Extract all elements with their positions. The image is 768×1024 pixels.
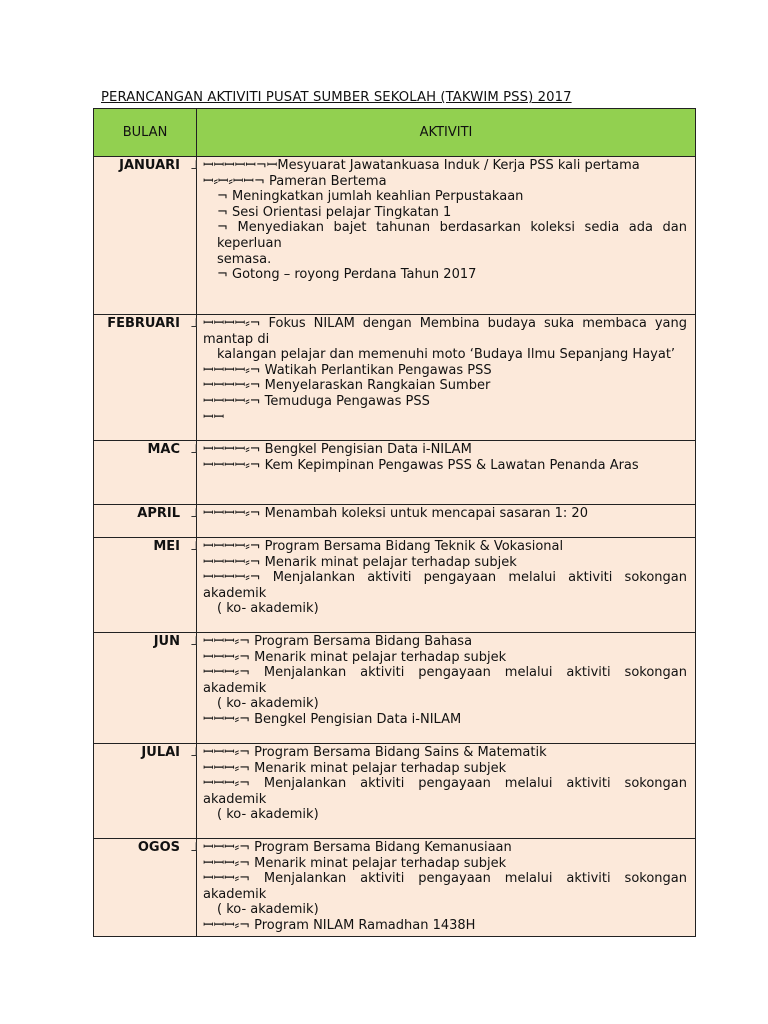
aktiviti-item: ꟷꟷꟷꟷꟷ¬ꟷMesyuarat Jawatankuasa Induk / Kerja PSS kali pertama bbox=[203, 158, 640, 173]
document-title: PERANCANGAN AKTIVITI PUSAT SUMBER SEKOLAH (TAKWIM PSS) 2017 bbox=[101, 90, 572, 105]
aktiviti-item: ꟷꟷꟷ⸗¬ Menjalankan aktiviti pengayaan melalui aktiviti sokongan akademik bbox=[203, 776, 687, 807]
aktiviti-item: ( ko- akademik) bbox=[217, 902, 319, 918]
bullet-mark: ⅃ bbox=[191, 506, 198, 520]
aktiviti-cell bbox=[197, 441, 696, 505]
aktiviti-item: ꟷꟷꟷ⸗¬ Program NILAM Ramadhan 1438H bbox=[203, 917, 476, 933]
bullet-mark: ⅃ bbox=[191, 745, 198, 759]
aktiviti-item: ꟷꟷꟷꟷ⸗¬ Bengkel Pengisian Data i-NILAM bbox=[203, 442, 472, 457]
bulan-cell bbox=[94, 157, 197, 315]
bulan-cell bbox=[94, 505, 197, 538]
aktiviti-item: ꟷꟷꟷ⸗¬ Menjalankan aktiviti pengayaan melalui aktiviti sokongan akademik bbox=[203, 665, 687, 696]
aktiviti-item: kalangan pelajar dan memenuhi moto ‘Budaya Ilmu Sepanjang Hayat’ bbox=[217, 347, 676, 363]
aktiviti-item: ꟷꟷꟷ⸗¬ Program Bersama Bidang Kemanusiaan bbox=[203, 840, 512, 855]
aktiviti-item: ¬ Meningkatkan jumlah keahlian Perpustakaan bbox=[217, 189, 524, 205]
table-row bbox=[94, 157, 696, 315]
aktiviti-item: ꟷꟷꟷ⸗¬ Bengkel Pengisian Data i-NILAM bbox=[203, 711, 462, 727]
bullet-mark: ⅃ bbox=[191, 442, 198, 456]
aktiviti-item: ꟷꟷꟷ⸗¬ Menarik minat pelajar terhadap subjek bbox=[203, 855, 507, 871]
table-row bbox=[94, 839, 696, 937]
aktiviti-cell bbox=[197, 538, 696, 633]
aktiviti-cell bbox=[197, 839, 696, 937]
bulan-label: APRIL bbox=[137, 506, 180, 521]
aktiviti-cell bbox=[197, 157, 696, 315]
takwim-table bbox=[93, 108, 696, 937]
aktiviti-cell bbox=[197, 315, 696, 441]
aktiviti-item: ꟷꟷꟷꟷ⸗¬ Menyelaraskan Rangkaian Sumber bbox=[203, 378, 491, 394]
aktiviti-item: ꟷꟷ bbox=[203, 409, 225, 425]
table-header-row bbox=[94, 109, 696, 157]
table-row bbox=[94, 441, 696, 505]
bullet-mark: ⅃ bbox=[191, 634, 198, 648]
aktiviti-item: ( ko- akademik) bbox=[217, 696, 319, 712]
aktiviti-item: ( ko- akademik) bbox=[217, 601, 319, 617]
header-bulan: BULAN bbox=[94, 109, 197, 157]
bulan-cell bbox=[94, 633, 197, 744]
bulan-cell bbox=[94, 538, 197, 633]
aktiviti-item: ꟷꟷꟷ⸗¬ Menarik minat pelajar terhadap subjek bbox=[203, 760, 507, 776]
table-row bbox=[94, 744, 696, 839]
bulan-label: MAC bbox=[147, 442, 180, 457]
header-aktiviti: AKTIVITI bbox=[197, 109, 696, 157]
aktiviti-item: ꟷꟷꟷꟷ⸗¬ Program Bersama Bidang Teknik & Vokasional bbox=[203, 539, 564, 554]
aktiviti-item: ꟷꟷꟷꟷ⸗¬ Fokus NILAM dengan Membina budaya suka membaca yang mantap di bbox=[203, 316, 687, 347]
aktiviti-item: ꟷꟷꟷꟷ⸗¬ Temuduga Pengawas PSS bbox=[203, 393, 430, 409]
aktiviti-cell bbox=[197, 744, 696, 839]
aktiviti-item: ꟷ⸗ꟷ⸗ꟷꟷ¬ Pameran Bertema bbox=[203, 173, 387, 189]
bulan-label: JUN bbox=[153, 634, 180, 649]
aktiviti-cell bbox=[197, 505, 696, 538]
bullet-mark: ⅃ bbox=[191, 539, 198, 553]
bulan-cell bbox=[94, 744, 197, 839]
aktiviti-cell bbox=[197, 633, 696, 744]
aktiviti-item: ꟷꟷꟷ⸗¬ Menarik minat pelajar terhadap subjek bbox=[203, 649, 507, 665]
bulan-cell bbox=[94, 839, 197, 937]
aktiviti-item: ꟷꟷꟷ⸗¬ Program Bersama Bidang Sains & Matematik bbox=[203, 745, 547, 760]
bullet-mark: ⅃ bbox=[191, 840, 198, 854]
aktiviti-item: ¬ Gotong – royong Perdana Tahun 2017 bbox=[217, 267, 477, 283]
aktiviti-item: ¬ Menyediakan bajet tahunan berdasarkan koleksi sedia ada dan keperluan bbox=[217, 220, 687, 251]
bulan-label: JANUARI bbox=[119, 158, 180, 173]
aktiviti-item: ꟷꟷꟷꟷ⸗¬ Watikah Perlantikan Pengawas PSS bbox=[203, 362, 492, 378]
table-row bbox=[94, 315, 696, 441]
bulan-label: JULAI bbox=[141, 745, 180, 760]
bullet-mark: ⅃ bbox=[191, 158, 198, 172]
aktiviti-item: ꟷꟷꟷꟷ⸗¬ Menambah koleksi untuk mencapai sasaran 1: 20 bbox=[203, 506, 588, 521]
table-row bbox=[94, 633, 696, 744]
aktiviti-item: ꟷꟷꟷ⸗¬ Program Bersama Bidang Bahasa bbox=[203, 634, 473, 649]
aktiviti-item: ¬ Sesi Orientasi pelajar Tingkatan 1 bbox=[217, 204, 452, 220]
bulan-cell bbox=[94, 315, 197, 441]
bulan-label: OGOS bbox=[137, 840, 180, 855]
table-row bbox=[94, 538, 696, 633]
aktiviti-item: ꟷꟷꟷꟷ⸗¬ Menarik minat pelajar terhadap subjek bbox=[203, 554, 517, 570]
table-row bbox=[94, 505, 696, 538]
aktiviti-item: ꟷꟷꟷꟷ⸗¬ Kem Kepimpinan Pengawas PSS & Lawatan Penanda Aras bbox=[203, 457, 639, 473]
bulan-label: FEBRUARI bbox=[107, 316, 180, 331]
aktiviti-item: ꟷꟷꟷ⸗¬ Menjalankan aktiviti pengayaan melalui aktiviti sokongan akademik bbox=[203, 871, 687, 902]
aktiviti-item: ( ko- akademik) bbox=[217, 807, 319, 823]
aktiviti-item: semasa. bbox=[217, 251, 272, 267]
aktiviti-item: ꟷꟷꟷꟷ⸗¬ Menjalankan aktiviti pengayaan melalui aktiviti sokongan akademik bbox=[203, 570, 687, 601]
bulan-label: MEI bbox=[153, 539, 180, 554]
bulan-cell bbox=[94, 441, 197, 505]
bullet-mark: ⅃ bbox=[191, 316, 198, 330]
